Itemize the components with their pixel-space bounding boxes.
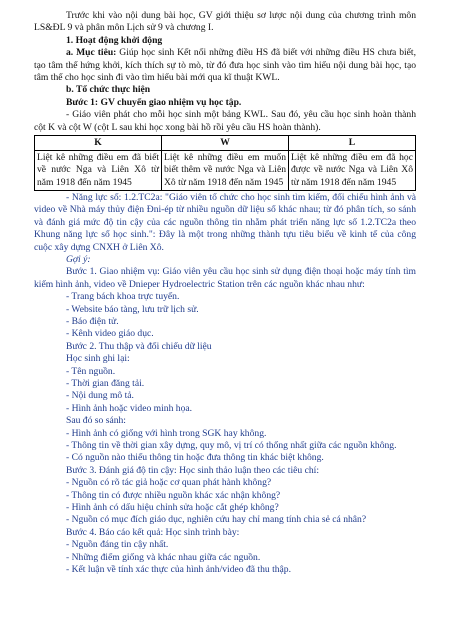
step4-paragraph: Bước 4. Báo cáo kết quả: Học sinh trình bày: xyxy=(66,526,240,538)
result-item: - Kết luận về tính xác thực của hình ảnh/video đã thu thập. xyxy=(66,564,291,576)
kwl-cell-k: Liệt kê những điều em đã biết về nước Nga và Liên Xô từ năm 1918 đến năm 1945 xyxy=(35,151,162,191)
aim-label: a. Mục tiêu: xyxy=(66,47,117,59)
criteria-item: - Nguồn có mục đích giáo dục, nghiên cứu hay chỉ mang tính chia sẻ cá nhân? xyxy=(66,514,367,526)
compare-item: - Hình ảnh có giống với hình trong SGK hay không. xyxy=(66,427,267,439)
criteria-item: - Hình ảnh có dấu hiệu chỉnh sửa hoặc cắt ghép không? xyxy=(66,502,279,514)
kwl-header-w: W xyxy=(162,136,289,151)
source-item: - Kênh video giáo dục. xyxy=(66,328,154,340)
section-heading-warmup: 1. Hoạt động khởi động xyxy=(66,34,163,46)
kwl-body-row xyxy=(35,151,416,191)
step1-paragraph: Bước 1. Giao nhiệm vụ: Giáo viên yêu cầu học sinh sử dụng điện thoại hoặc máy tính tìm kiếm hình ảnh, video về Dnieper Hydroelectric Station trên các nguồn khác nhau như: xyxy=(34,266,416,290)
result-item: - Nguồn đáng tin cậy nhất. xyxy=(66,539,169,551)
compare-item: - Có nguồn nào thiếu thông tin hoặc đưa thông tin khác biệt không. xyxy=(66,452,324,464)
step3-paragraph: Bước 3. Đánh giá độ tin cậy: Học sinh thảo luận theo các tiêu chí: xyxy=(66,464,319,476)
criteria-item: - Thông tin có được nhiều nguồn khác xác nhận không? xyxy=(66,489,281,501)
kwl-table xyxy=(34,135,416,191)
criteria-item: - Nguồn có rõ tác giả hoặc cơ quan phát hành không? xyxy=(66,477,272,489)
record-item: - Tên nguồn. xyxy=(66,365,116,377)
skill-paragraph: - Năng lực số: 1.2.TC2a: "Giáo viên tổ chức cho học sinh tìm kiếm, đối chiếu hình ảnh và video về Nhà máy thủy điện Đni-ép từ nhiều nguồn dữ liệu số khác nhau; từ đó phân tích, so sánh và đánh giá mức độ tin cậy của các nguồn thông tin nhằm phát triển năng lực số 1.2.TC2a theo Khung năng lực số học sinh.": Đây là một trong những thành tựu tiêu biểu về kinh tế của công cuộc xây dựng CNXH ở Liên Xô. xyxy=(34,191,416,253)
record-item: - Hình ảnh hoặc video minh họa. xyxy=(66,402,193,414)
aim-text: Giúp học sinh Kết nối những điều HS đã biết với những điều HS chưa biết, tạo tâm thế hứng khởi, kích thích sự tò mò, từ đó đưa học sinh vào tìm hiểu nội dung bài học, tạo tâm thế cho học sinh đi vào tìm hiểu bài mới qua kĩ thuật KWL. xyxy=(34,47,416,84)
record-intro: Học sinh ghi lại: xyxy=(66,353,130,365)
step2-heading: Bước 2. Thu thập và đối chiếu dữ liệu xyxy=(66,340,212,352)
kwl-header-row xyxy=(35,136,416,151)
record-item: - Thời gian đăng tải. xyxy=(66,377,145,389)
compare-intro: Sau đó so sánh: xyxy=(66,415,126,427)
intro-paragraph: Trước khi vào nội dung bài học, GV giới thiệu sơ lược nội dung của chương trình môn LS&ĐL 9 và phân môn Lịch sử 9 và chương I. xyxy=(34,10,416,34)
source-item: - Website báo tàng, lưu trữ lịch sử. xyxy=(66,303,199,315)
task-paragraph: - Giáo viên phát cho mỗi học sinh một bảng KWL. Sau đó, yêu cầu học sinh hoàn thành cột K và cột W (cột L sau khi học xong bài hồ rồi yêu cầu HS hoàn thành). xyxy=(34,109,416,133)
kwl-cell-l: Liệt kê những điều em đã học được về nước Nga và Liên Xô từ năm 1918 đến năm 1945 xyxy=(289,151,416,191)
aim-paragraph xyxy=(34,47,416,84)
hint-label: Gợi ý: xyxy=(66,253,91,265)
task-heading: Bước 1: GV chuyển giao nhiệm vụ học tập. xyxy=(66,96,242,108)
kwl-cell-w: Liệt kê những điều em muốn biết thêm về nước Nga và Liên Xô từ năm 1918 đến năm 1945 xyxy=(162,151,289,191)
result-item: - Những điểm giống và khác nhau giữa các nguồn. xyxy=(66,551,261,563)
source-item: - Báo điện tử. xyxy=(66,315,119,327)
kwl-header-l: L xyxy=(289,136,416,151)
compare-item: - Thông tin về thời gian xây dựng, quy mô, vị trí có thống nhất giữa các nguồn không. xyxy=(66,440,397,451)
organization-heading: b. Tổ chức thực hiện xyxy=(66,84,151,96)
kwl-header-k: K xyxy=(35,136,162,151)
source-item: - Trang bách khoa trực tuyến. xyxy=(66,291,180,303)
digital-skill-section xyxy=(34,192,416,577)
record-item: - Nội dung mô tả. xyxy=(66,390,134,402)
